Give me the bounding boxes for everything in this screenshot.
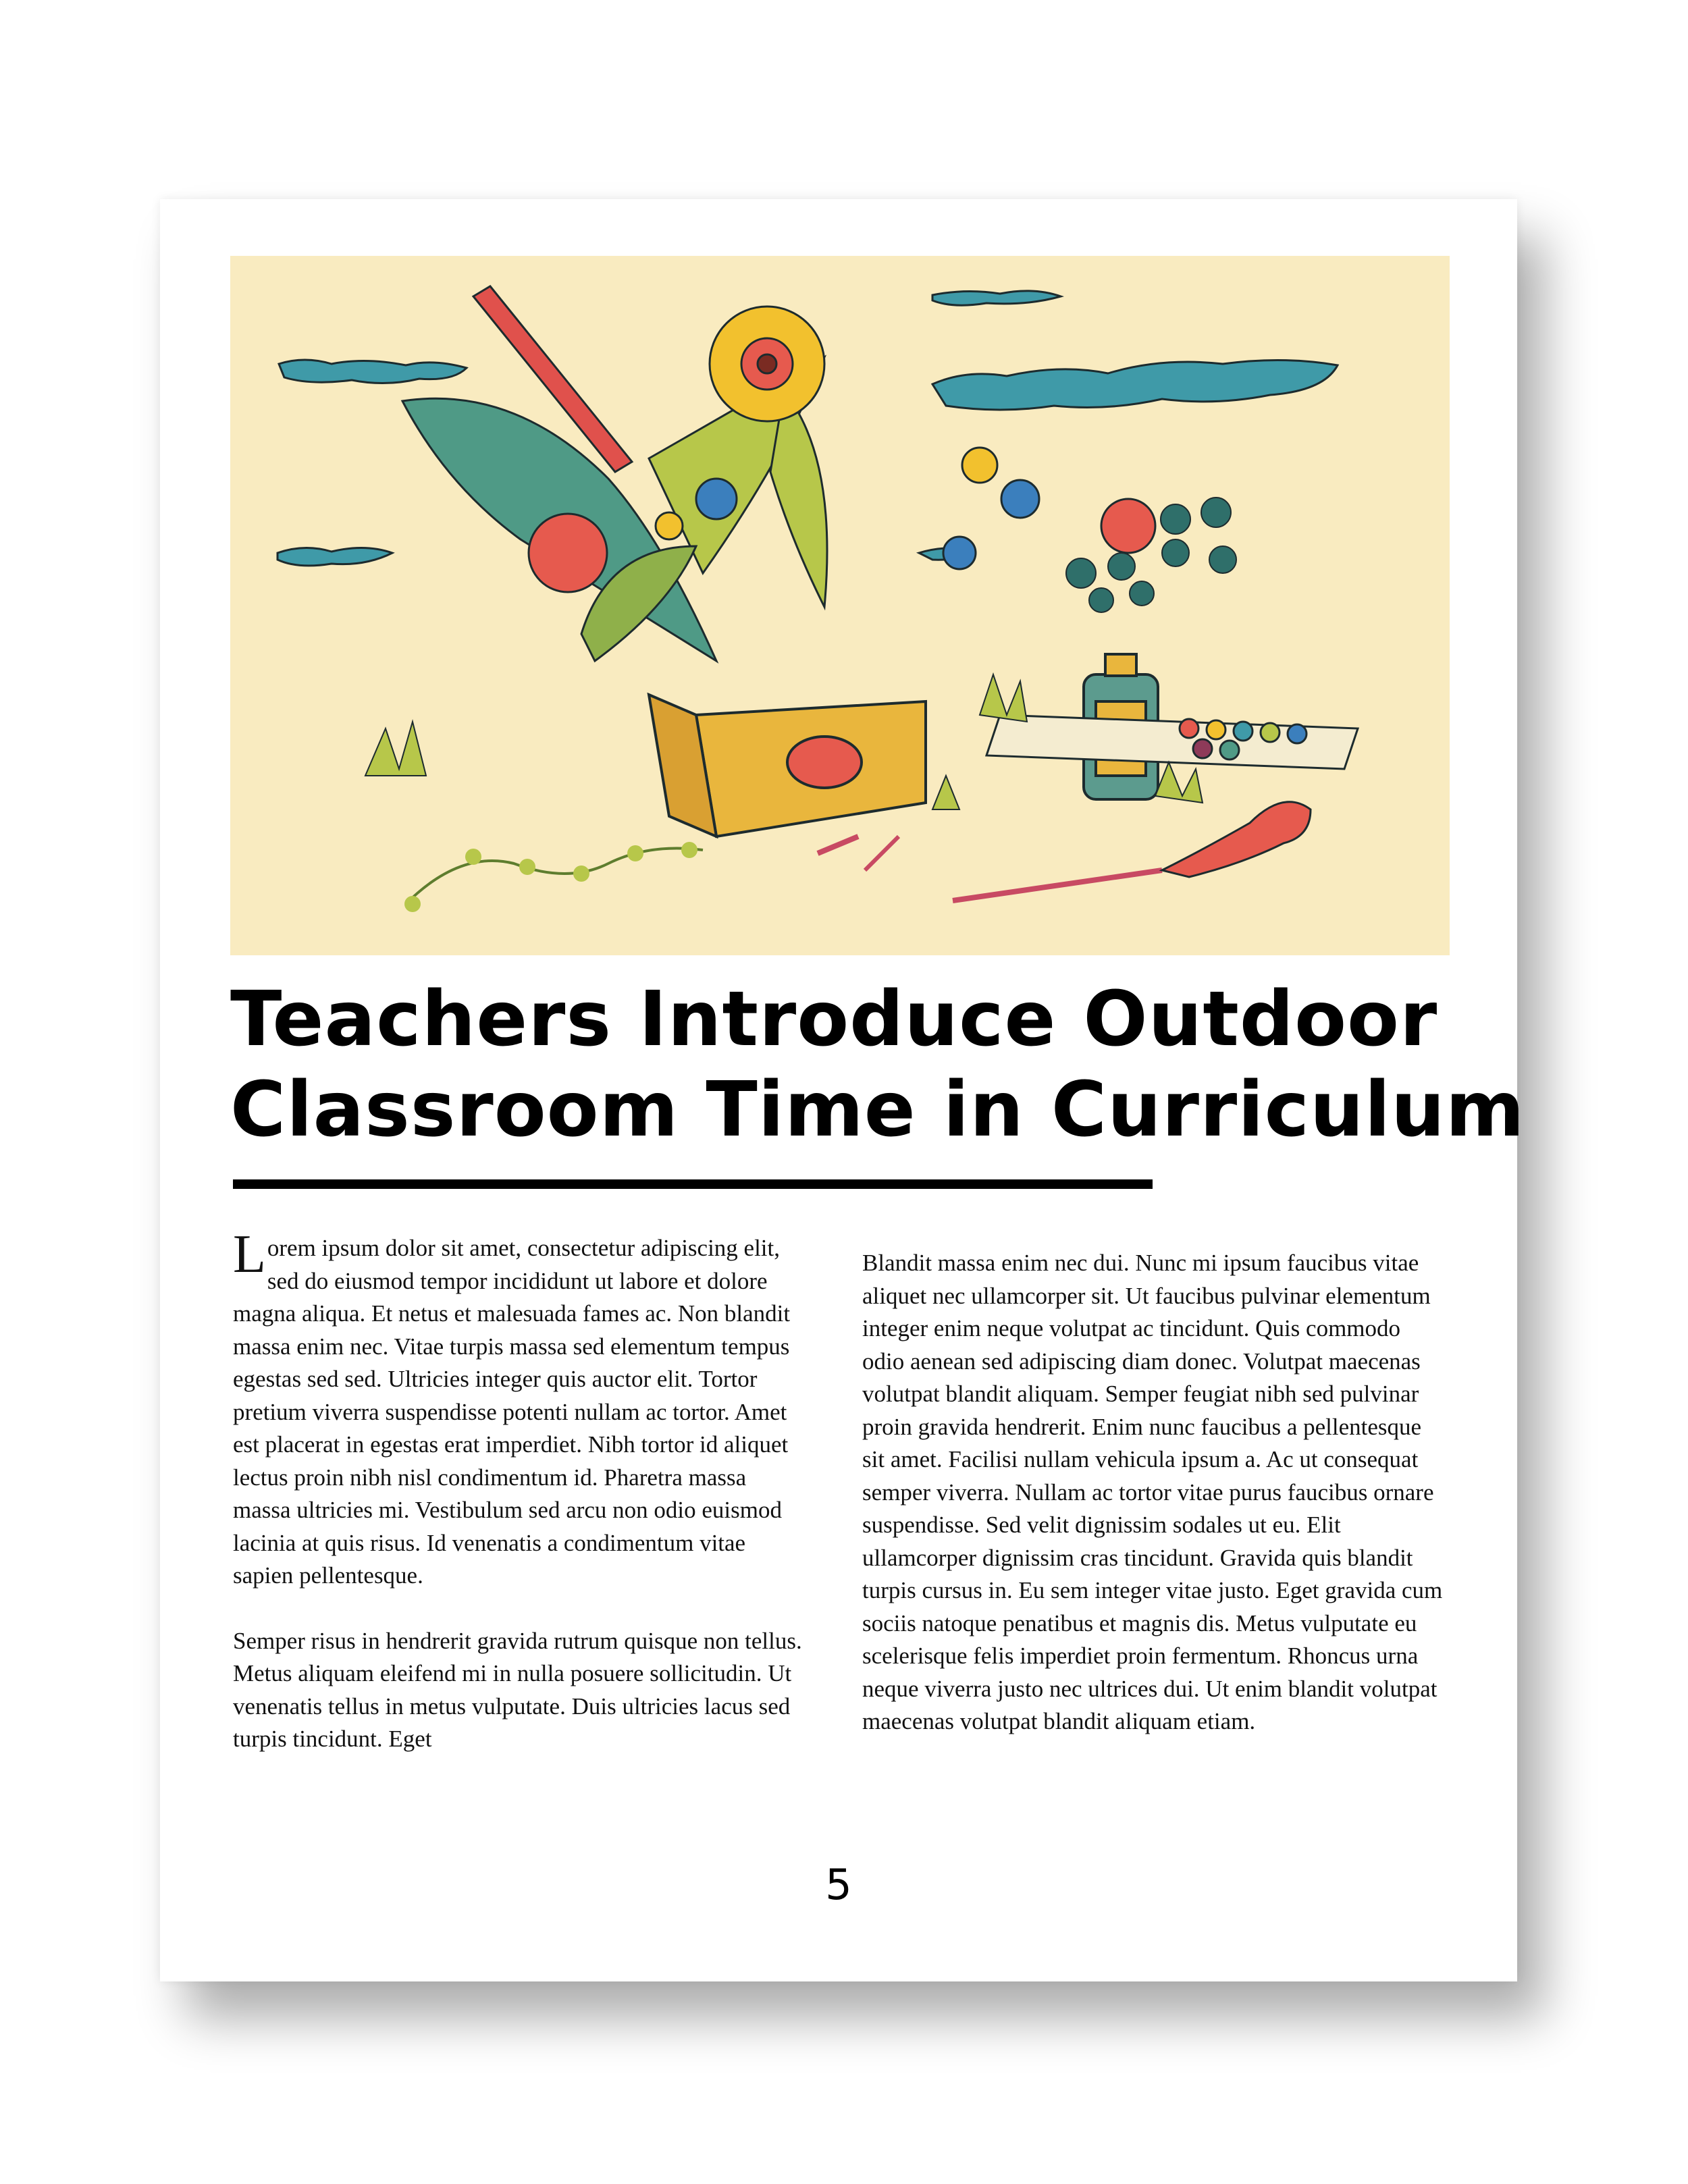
drop-cap: L bbox=[233, 1225, 266, 1284]
article-paragraph-2: Semper risus in hendrerit gravida rutrum quisque non tellus. Metus aliquam eleifend mi in nulla posuere sollicitudin. Ut venenatis tellus in metus vulputate. Duis ultricies lacus sed turpis tincidunt. Eget bbox=[233, 1627, 802, 1752]
headline-rule bbox=[233, 1179, 1153, 1189]
article-column-left bbox=[233, 1225, 808, 1756]
article-column-right bbox=[862, 1247, 1443, 1738]
hero-illustration bbox=[230, 256, 1450, 955]
page-number: 5 bbox=[825, 1860, 852, 1909]
paragraph-1-text: orem ipsum dolor sit amet, consectetur adipiscing elit, sed do eiusmod tempor incididunt ut labore et dolore magna aliqua. Et netus et malesuada fames ac. Non blandit massa enim nec. Vitae turpis massa sed elementum tempus egestas sed sed. Ultricies integer quis auctor elit. Tortor pretium viverra suspendisse potenti nullam ac tortor. Amet est placerat in egestas erat imperdiet. Nibh tortor id aliquet lectus proin nibh nisl condimentum id. Pharetra massa massa ultricies mi. Vestibulum sed arcu non odio euismod lacinia at quis risus. Id venenatis a condimentum vitae sapien pellentesque. bbox=[233, 1235, 791, 1589]
article-paragraph-3: Blandit massa enim nec dui. Nunc mi ipsum faucibus vitae aliquet nec ullamcorper sit. Ut faucibus pulvinar elementum integer enim neque volutpat ac tincidunt. Quis commodo odio aenean sed adipiscing diam donec. Volutpat maecenas volutpat blandit aliquam. Semper feugiat nibh sed pulvinar proin gravida hendrerit. Enim nunc faucibus a pellentesque sit amet. Facilisi nullam vehicula ipsum a. Ac ut consequat semper viverra. Nullam ac tortor vitae purus faucibus ornare suspendisse. Sed velit dignissim sodales ut eu. Elit ullamcorper dignissim cras tincidunt. Gravida quis blandit turpis cursus in. Eu sem integer vitae justo. Eget gravida cum sociis natoque penatibus et magnis dis. Metus vulputate eu scelerisque felis imperdiet proin fermentum. Rhoncus urna neque viverra justo nec ultrices dui. Ut enim blandit volutpat maecenas volutpat blandit aliquam etiam. bbox=[862, 1250, 1443, 1734]
sunflower-icon bbox=[710, 307, 824, 421]
article-headline bbox=[230, 974, 1525, 1155]
article-paragraph-1 bbox=[233, 1225, 808, 1593]
illustration-svg bbox=[230, 256, 1450, 955]
headline-line-1: Teachers Introduce Outdoor bbox=[230, 976, 1438, 1063]
magazine-page bbox=[160, 199, 1525, 1981]
headline-line-2: Classroom Time in Curriculum bbox=[230, 1066, 1525, 1154]
